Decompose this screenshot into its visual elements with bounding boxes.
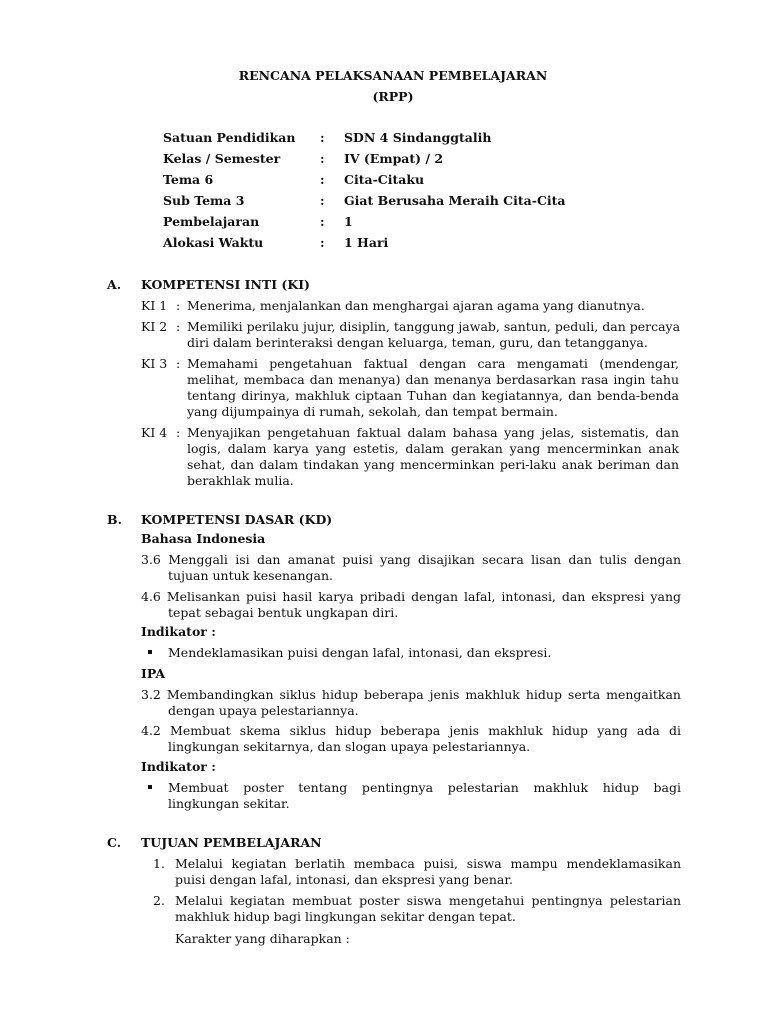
ki-text-line: Menyajikan pengetahuan faktual dalam bahasa yang jelas, sistematis, dan xyxy=(187,425,679,440)
identity-label: Alokasi Waktu xyxy=(163,235,264,250)
section-a-marker: A. xyxy=(107,277,122,292)
goal-number: 2. xyxy=(153,893,165,908)
ki-text-line: Memahami pengetahuan faktual dengan cara mengamati (mendengar, xyxy=(187,356,679,371)
document-subtitle: (RPP) xyxy=(372,89,414,104)
ki-code: KI 1 xyxy=(141,298,168,313)
identity-label: Sub Tema 3 xyxy=(163,193,245,208)
ki-colon: : xyxy=(176,356,181,371)
indikator-item: Mendeklamasikan puisi dengan lafal, intonasi, dan ekspresi. xyxy=(168,645,552,660)
subject-heading: Bahasa Indonesia xyxy=(141,531,266,546)
ki-text-line: tentang dirinya, makhluk ciptaan Tuhan dan kegiatannya, dan benda-benda xyxy=(187,388,679,403)
kd-line: 3.2 Membandingkan siklus hidup beberapa jenis makhluk hidup serta mengaitkan xyxy=(141,687,681,702)
identity-colon: : xyxy=(320,172,325,187)
goal-line: makhluk hidup bagi lingkungan sekitar dengan tepat. xyxy=(175,909,516,924)
subject-heading: IPA xyxy=(141,666,166,681)
goal-line: Melalui kegiatan membuat poster siswa mengetahui pentingnya pelestarian xyxy=(175,893,681,908)
kd-line: 3.6 Menggali isi dan amanat puisi yang disajikan secara lisan dan tulis dengan xyxy=(141,552,681,567)
kd-line: dengan upaya pelestariannya. xyxy=(168,703,359,718)
identity-colon: : xyxy=(320,214,325,229)
indikator-item: lingkungan sekitar. xyxy=(168,796,290,811)
identity-label: Satuan Pendidikan xyxy=(163,130,296,145)
identity-value: Cita-Citaku xyxy=(344,172,425,187)
ki-colon: : xyxy=(176,425,181,440)
identity-colon: : xyxy=(320,235,325,250)
document-title: RENCANA PELAKSANAAN PEMBELAJARAN xyxy=(238,68,548,83)
bullet-icon xyxy=(148,785,152,789)
identity-value: SDN 4 Sindanggtalih xyxy=(344,130,492,145)
ki-text-line: sehat, dan dalam tindakan yang mencerminkan peri-laku anak beriman dan xyxy=(187,457,679,472)
section-b-marker: B. xyxy=(107,512,122,527)
kd-line: 4.2 Membuat skema siklus hidup beberapa jenis makhluk hidup yang ada di xyxy=(141,723,681,738)
ki-colon: : xyxy=(176,319,181,334)
bullet-icon xyxy=(148,650,152,654)
section-c-marker: C. xyxy=(107,835,122,850)
ki-code: KI 2 xyxy=(141,319,168,334)
identity-label: Kelas / Semester xyxy=(163,151,281,166)
karakter-label: Karakter yang diharapkan : xyxy=(175,931,350,946)
identity-value: 1 xyxy=(344,214,353,229)
goal-number: 1. xyxy=(153,856,165,871)
ki-colon: : xyxy=(176,298,181,313)
ki-text-line: Memiliki perilaku jujur, disiplin, tanggung jawab, santun, peduli, dan percaya xyxy=(187,319,681,334)
identity-label: Tema 6 xyxy=(163,172,214,187)
identity-colon: : xyxy=(320,130,325,145)
ki-code: KI 3 xyxy=(141,356,168,371)
kd-line: 4.6 Melisankan puisi hasil karya pribadi dengan lafal, intonasi, dan ekspresi yang xyxy=(141,589,681,604)
identity-colon: : xyxy=(320,193,325,208)
indikator-item: Membuat poster tentang pentingnya pelestarian makhluk hidup bagi xyxy=(168,780,681,795)
ki-text-line: logis, dalam karya yang estetis, dalam gerakan yang mencerminkan anak xyxy=(187,441,679,456)
indikator-label: Indikator : xyxy=(141,759,216,774)
kd-line: tepat sebagai bentuk ungkapan diri. xyxy=(168,605,399,620)
goal-line: Melalui kegiatan berlatih membaca puisi, siswa mampu mendeklamasikan xyxy=(175,856,681,871)
identity-label: Pembelajaran xyxy=(163,214,260,229)
ki-text-line: berakhlak mulia. xyxy=(187,473,294,488)
ki-text-line: diri dalam berinteraksi dengan keluarga, teman, guru, dan tetangganya. xyxy=(187,335,648,350)
ki-text-line: yang dijumpainya di rumah, sekolah, dan tempat bermain. xyxy=(187,404,558,419)
identity-value: IV (Empat) / 2 xyxy=(344,151,444,166)
identity-value: 1 Hari xyxy=(344,235,389,250)
ki-text-line: melihat, membaca dan menanya) dan menanya berdasarkan rasa ingin tahu xyxy=(187,372,679,387)
section-c-title: TUJUAN PEMBELAJARAN xyxy=(141,835,322,850)
identity-colon: : xyxy=(320,151,325,166)
section-a-title: KOMPETENSI INTI (KI) xyxy=(141,277,310,292)
kd-line: lingkungan sekitarnya, dan slogan upaya pelestariannya. xyxy=(168,739,531,754)
indikator-label: Indikator : xyxy=(141,624,216,639)
goal-line: puisi dengan lafal, intonasi, dan ekspresi yang benar. xyxy=(175,872,513,887)
ki-text-line: Menerima, menjalankan dan menghargai ajaran agama yang dianutnya. xyxy=(187,298,645,313)
identity-value: Giat Berusaha Meraih Cita-Cita xyxy=(344,193,566,208)
section-b-title: KOMPETENSI DASAR (KD) xyxy=(141,512,333,527)
kd-line: tujuan untuk kesenangan. xyxy=(168,568,334,583)
ki-code: KI 4 xyxy=(141,425,168,440)
